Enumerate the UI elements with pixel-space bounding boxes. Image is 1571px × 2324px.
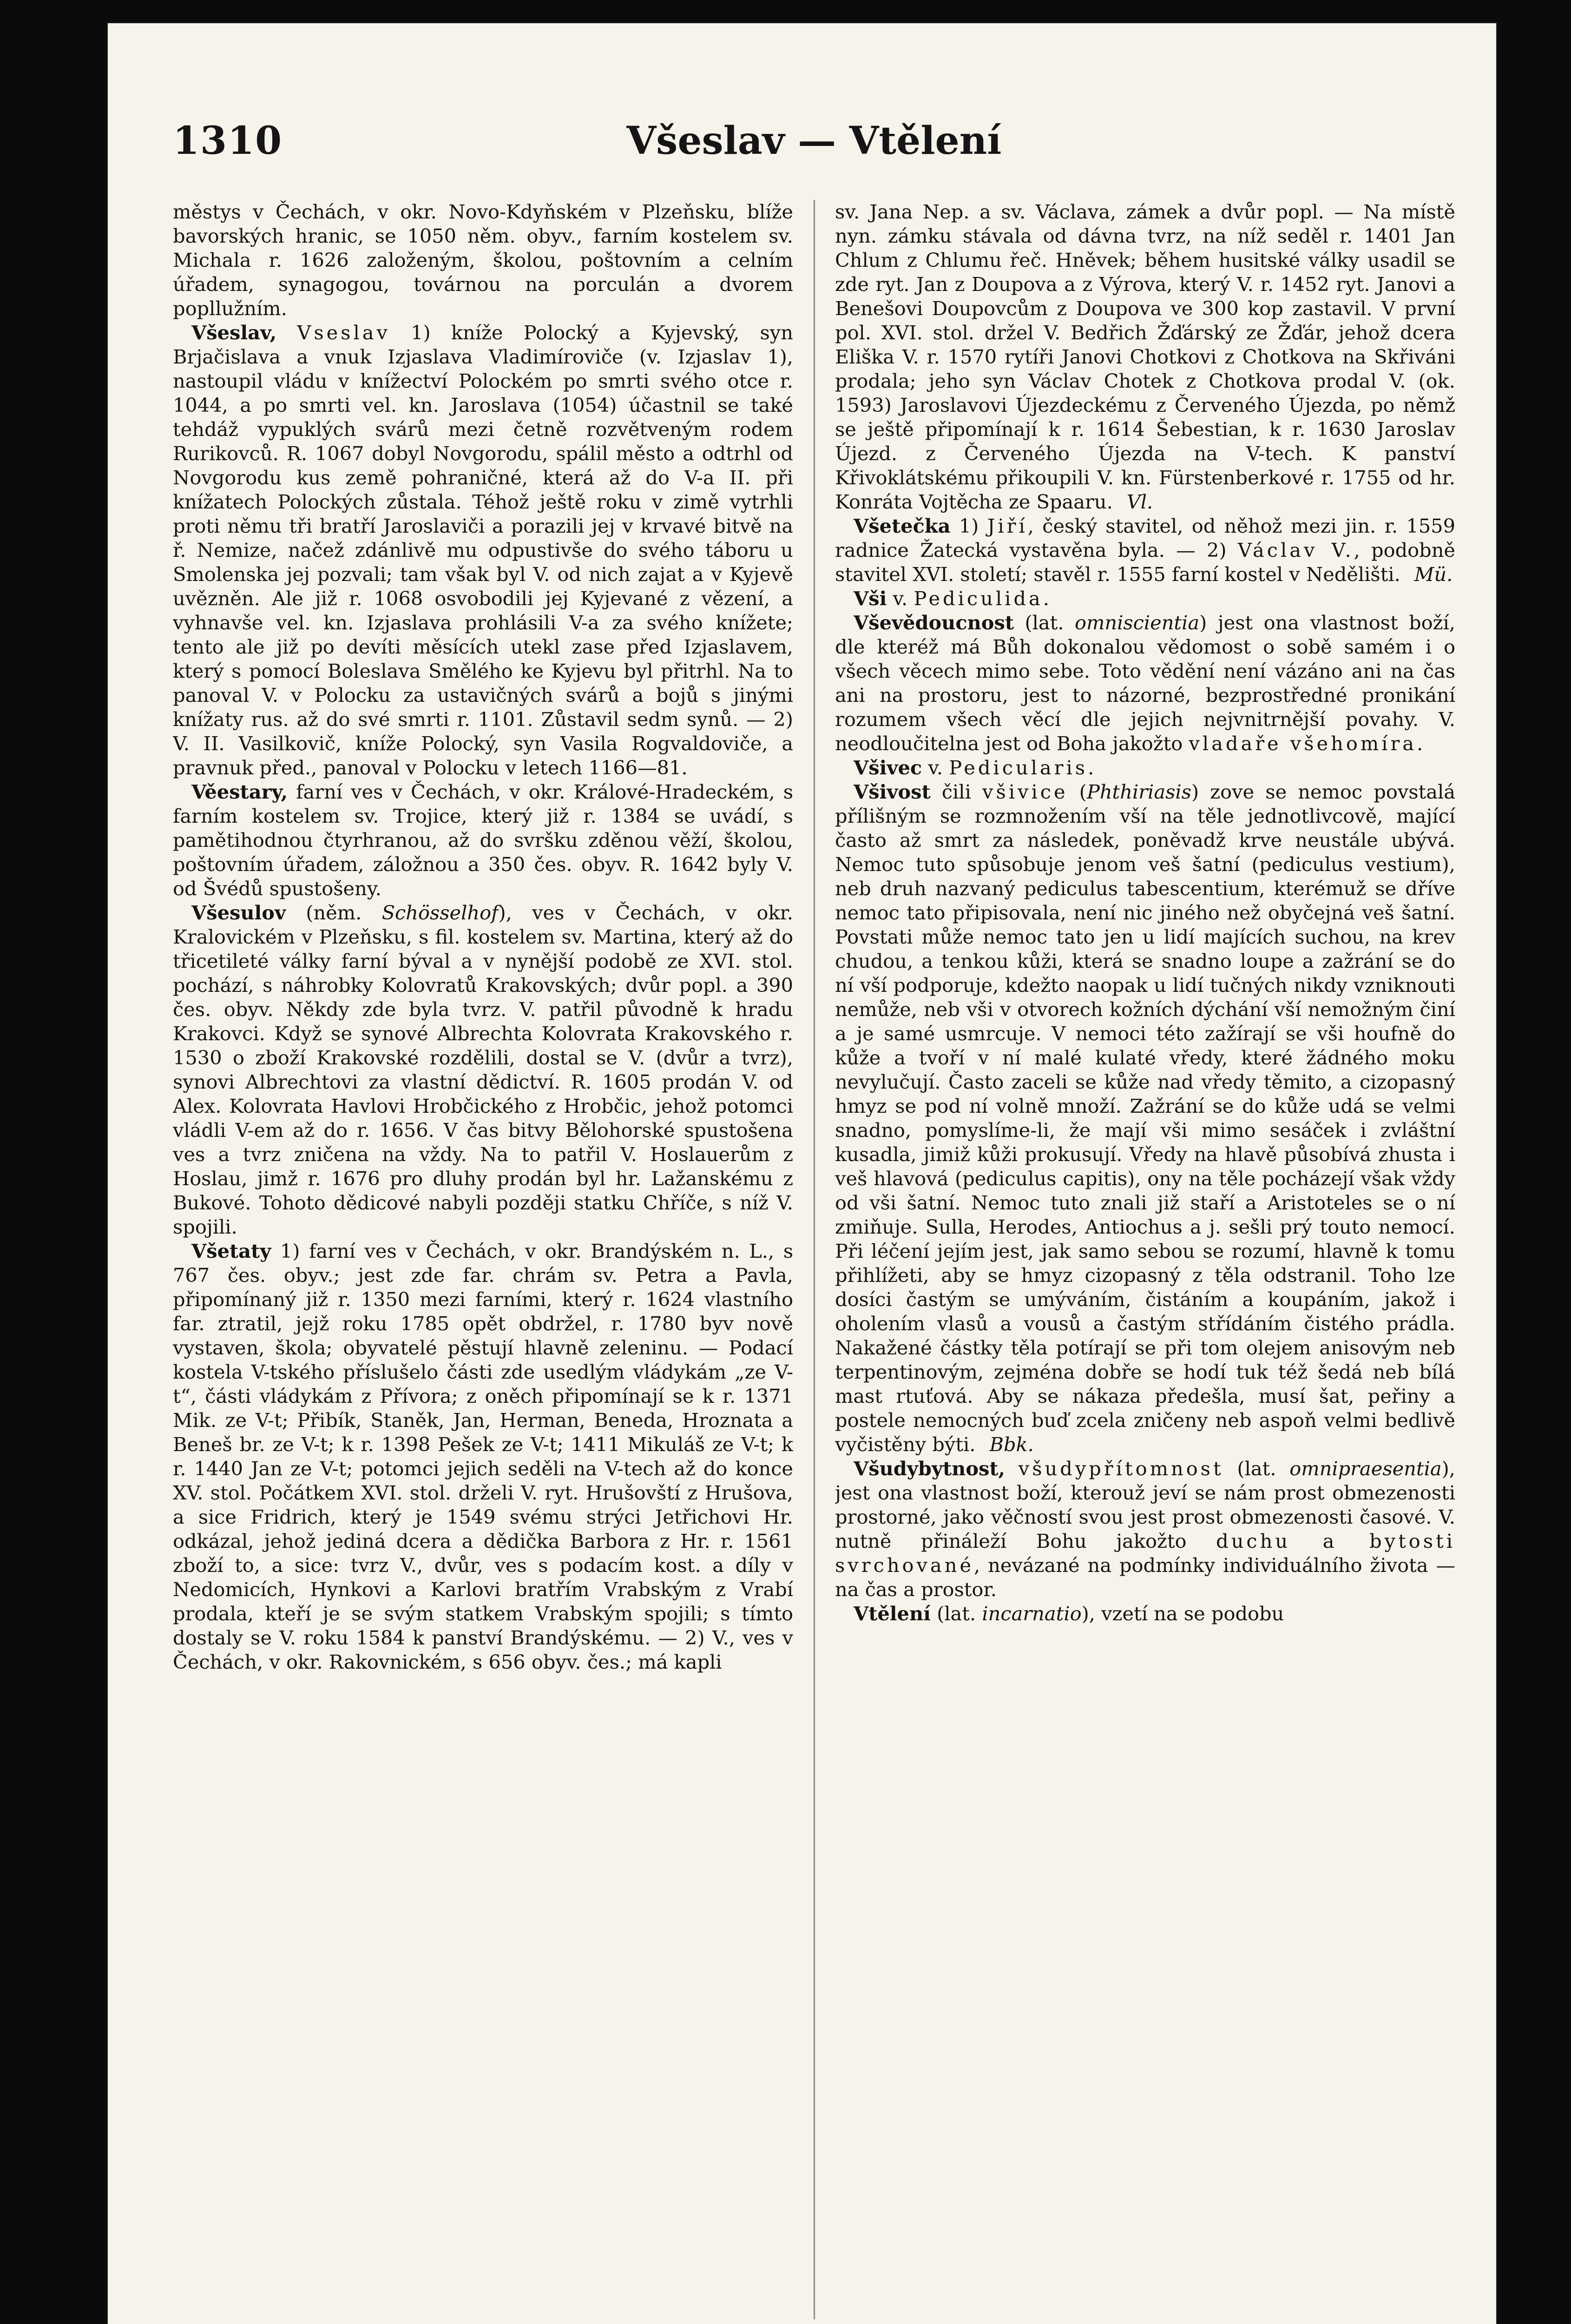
entry-text: . [1088, 756, 1094, 779]
left-column [173, 200, 793, 2319]
entry-vsestary [173, 780, 793, 901]
headword: Vši [854, 587, 887, 610]
entry-vsevedoucnost [835, 611, 1455, 756]
spaced-name: Pediculida [914, 587, 1043, 610]
headword: Všeslav, [191, 321, 277, 344]
entry-text: ), ves v Čechách, v okr. Kralovickém v Plzeňsku, s fil. kostelem sv. Martina, který až do třicetileté války farní býval a v nynější podobě ze XVI. stol. pochází, s náhrobky Kolovratů Krakovských; dvůr popl. a 390 čes. obyv. Někdy zde byla tvrz. V. patřil původně k hradu Krakovci. Když se synové Albrechta Kolovrata Krakovského r. 1530 o zboží Krakovské rozdělili, dostal se V. (dvůr a tvrz), synovi Albrechtovi za vlastní dědictví. R. 1605 prodán V. od Alex. Kolovrata Havlovi Hrobčického z Hrobčic, jehož potomci vládli V-em až do r. 1656. V čas bitvy Bělohorské spustošena ves a tvrz zničena na vždy. Na to patřil V. Hoslauerům z Hoslau, jimž r. 1676 pro dluhy prodán byl hr. Lažanskému z Bukové. Tohoto dědicové nabyli později statku Chříče, s níž V. spojili. [173, 901, 793, 1238]
latin-term: omniscientia [1075, 611, 1200, 634]
headword: Všesulov [191, 901, 286, 924]
entry-text: sv. Jana Nep. a sv. Václava, zámek a dvůr popl. — Na místě nyn. zámku stávala od dávna tvrz, na níž seděl r. 1401 Jan Chlum z Chlumu řeč. Hněvek; během husitské války usadil se zde ryt. Jan z Doupova a z Výrova, který V. r. 1452 ryt. Janovi a Benešovi Doupovcům z Doupova ve 300 kop zastavil. V první pol. XVI. stol. držel V. Bedřich Žďárský ze Žďár, jehož dcera Eliška V. r. 1570 rytíři Janovi Chotkovi z Chotkova na Skřiváni prodala; jeho syn Václav Chotek z Chotkova prodal V. (ok. 1593) Jaroslavovi Újezdeckému z Červeného Újezda, po němž se ještě připomínají k r. 1614 Šebestian, k r. 1630 Jaroslav Újezd. z Červeného Újezda na V-tech. K panství Křivoklátskému přikoupili V. kn. Fürstenberkové r. 1755 od hr. Konráta Vojtěcha ze Spaaru. [835, 200, 1455, 513]
entry-text: farní ves v Čechách, v okr. Králové-Hradeckém, s farním kostelem sv. Trojice, který již r. 1384 se uvádí, s pamětihodnou čtyrhranou, až do svršku zděnou věží, školou, poštovním úřadem, záložnou a 350 čes. obyv. R. 1642 byly V. od Švédů spustošeny. [173, 780, 793, 900]
page [108, 23, 1496, 2324]
entry-text: ), jest ona vlastnost boží, kterouž jeví se nám prost obmezenosti prostorné, jako věčností svou jest prost obmezenosti časové. V. nutně přináleží Bohu jakožto [835, 1457, 1455, 1552]
entry-text: (lat. [930, 1602, 982, 1625]
spaced-name: všivice [982, 780, 1068, 803]
headword: Vtělení [854, 1602, 931, 1625]
entry-text: 1) [950, 515, 987, 537]
column-divider [814, 200, 815, 2319]
entry-vseslav-cont [173, 200, 793, 321]
headword: Všudybytnost, [854, 1457, 1006, 1480]
author-signature: Vl. [1126, 490, 1153, 513]
entry-vsi [835, 587, 1455, 611]
entry-vsetecka [835, 514, 1455, 587]
entry-text: ), vzetí na se podobu [1081, 1602, 1284, 1625]
entry-text: (lat. [1014, 611, 1075, 634]
entry-text: v. [922, 756, 949, 779]
latin-term: incarnatio [982, 1602, 1082, 1625]
headword: Vševědoucnost [854, 611, 1014, 634]
entry-text: (něm. [286, 901, 382, 924]
author-signature: Mü. [1414, 563, 1453, 586]
headword: Všivost [854, 780, 931, 803]
entry-text: (lat. [1223, 1457, 1290, 1480]
latin-term: Schösselhof [381, 901, 499, 924]
entry-text: 1) farní ves v Čechách, v okr. Brandýském n. L., s 767 čes. obyv.; jest zde far. chrám sv. Petra a Pavla, připomínaný již r. 1350 mezi farními, který r. 1624 vlastního far. ztratil, jejž roku 1785 opět obdržel, r. 1780 byv nově vystaven, škola; obyvatelé pěstují hlavně zeleninu. — Podací kostela V-tského příslušelo části zde usedlým vládykám „ze V-t“, části vládykám z Přívora; z oněch připomínají se k r. 1371 Mik. ze V-t; Přibík, Staněk, Jan, Herman, Beneda, Hroznata a Beneš br. ze V-t; k r. 1398 Pešek ze V-t; 1411 Mikuláš ze V-t; k r. 1440 Jan ze V-t; potomci jejich seděli na V-tech až do konce XV. stol. Počátkem XVI. stol. drželi V. ryt. Hrušovští z Hrušova, a sice Fridrich, který je 1549 svému strýci Jetřichovi Hr. odkázal, jehož jediná dcera a dědička Barbora z Hr. r. 1561 zboží to, a sice: tvrz V., dvůr, ves s podacím kost. a díly v Nedomicích, Hynkovi a Karlovi bratřím Vrabským z Vrabí prodala, kteří je se svým statkem Vrabským spojili; s tímto dostaly se V. roku 1584 k panství Brandýskému. — 2) V., ves v Čechách, v okr. Rakovnickém, s 656 obyv. čes.; má kapli [173, 1240, 793, 1673]
headword: Všetaty [191, 1240, 271, 1262]
entry-text: ) zove se nemoc povstalá přílišným se rozmnožením vší na těle jednotlivcově, mající často až smrt za následek, poněvadž krve neustále ubývá. Nemoc tuto spůsobuje jenom veš šatní (pediculus vestium), neb druh nazvaný pediculus tabescentium, kterémuž se dříve nemoc tato připisovala, není nic jiného než obyčejná veš šatní. Povstati může nemoc tato jen u lidí majících suchou, na krev chudou, a tenkou kůži, která se snadno loupe a zažrání se do ní vší podporuje, kdežto naopak u lidí tučných nikdy vzniknouti nemůže, neb vši v otvorech kožních dýchání vší nemožným činí a je samé usmrcuje. V nemoci této zažírají se vši houfně do kůže a tvoří v ní malé kulaté vředy, které žádného moku nevylučují. Často zaceli se kůže nad vředy těmito, a cizopasný hmyz se pod ní volně množí. Zažrání se do kůže udá se velmi snadno, pomyslíme-li, že mají vši mimo sesáček i zvláštní kusadla, jimiž kůži prokusují. Vředy na hlavě působívá zhusta i veš hlavová (pediculus capitis), ony na těle pocházejí však vždy od vši šatní. Nemoc tuto znali již staří a Aristoteles se o ní zmiňuje. Sulla, Herodes, Antiochus a j. sešli prý touto nemocí. Při léčení jejím jest, jak samo sebou se rozumí, hlavně k tomu přihlížeti, aby se hmyz cizopasný z těla odstranil. Toho lze dosíci častým se umýváním, čistáním a koupáním, jakož i oholením vlasů a vousů a častým střídáním čistého prádla. Nakažené částky těla potírají se při tom olejem anisovým neb terpentinovým, zejména dobře se hodí tuk též šedá neb bílá mast rtuťová. Aby se nákaza předešla, musí šat, peřiny a postele nemocných buď zcela zničeny neb aspoň velmi bedlivě vyčistěny býti. [835, 780, 1455, 1456]
headword: Všivec [854, 756, 922, 779]
entry-vsesulov [173, 901, 793, 1239]
entry-vsetaty [173, 1239, 793, 1674]
spaced-name: vladaře všehomíra [1189, 732, 1417, 755]
entry-vsivost [835, 780, 1455, 1457]
latin-term: Phthiriasis [1086, 780, 1191, 803]
text-columns [173, 200, 1455, 2319]
entry-text: ) jest ona vlastnost boží, dle kteréž má Bůh dokonalou vědomost o sobě samém i o všech věcech mimo sebe. Toto vědění není vázáno ani na čas ani na prostoru, jest to názorné, bezprostředné pronikání rozumem všech věcí dle jejich nejvnitrnější povahy. V. neodloučitelna jest od Boha jakožto [835, 611, 1455, 755]
entry-text: , nevázané na podmínky individuálního života — na čas a prostor. [835, 1554, 1455, 1601]
entry-text: v. [887, 587, 914, 610]
entry-text: městys v Čechách, v okr. Novo-Kdyňském v Plzeňsku, blíže bavorských hranic, se 1050 něm. obyv., farním kostelem sv. Michala r. 1626 založeným, školou, poštovním a celním úřadem, synagogou, továrnou na porculán a dvorem popllužním. [173, 200, 793, 320]
entry-vseslav [173, 321, 793, 780]
entry-text: čili [930, 780, 982, 803]
entry-text: 1) kníže Polocký a Kyjevský, syn Brjačislava a vnuk Izjaslava Vladimíroviče (v. Izjaslav 1), nastoupil vládu v knížectví Polockém po smrti svého otce r. 1044, a po smrti vel. kn. Jaroslava (1054) účastnil se také tehdáž vypuklých svárů mezi četně rozvětveným rodem Rurikovců. R. 1067 dobyl Novgorodu, spálil město a odtrhl od Novgorodu kus země pohraničné, která až do V-a II. při knížatech Polockých zůstala. Téhož ještě roku v zimě vytrhli proti němu tři bratří Jaroslaviči a porazili jej v krvavé bitvě na ř. Nemize, načež zdánlivě mu odpustivše do svého táboru u Smolenska jej pozvali; tam však byl V. od nich zajat a v Kyjevě uvězněn. Ale již r. 1068 osvobodili jej Kyjevané z vězení, a vyhnavše vel. kn. Izjaslava prohlásili V-a za svého knížete; tento ale již po devíti měsících utekl zase před Izjaslavem, který s pomocí Boleslava Smělého ke Kyjevu byl přitrhl. Na to panoval V. v Polocku za ustavičných svárů a bojů s jinými knížaty rus. až do své smrti r. 1101. Zůstavil sedm synů. — 2) V. II. Vasilkovič, kníže Polocký, syn Vasila Rogvaldoviče, a pravnuk před., panoval v Polocku v letech 1166—81. [173, 321, 793, 779]
spaced-name: Jiří [987, 515, 1028, 537]
latin-term: omnipraesentia [1289, 1457, 1442, 1480]
entry-vsivec [835, 756, 1455, 780]
spaced-name: duchu a bytosti svrchované [835, 1530, 1455, 1577]
spaced-name: Pedicularis [949, 756, 1088, 779]
headword: Všetečka [854, 515, 951, 537]
spaced-name: všudypřítomnost [1018, 1457, 1224, 1480]
entry-text [1005, 1457, 1019, 1480]
entry-text: , podobně stavitel XVI. století; stavěl r. 1555 farní kostel v Nedělišti. [835, 539, 1455, 586]
page-number: 1310 [173, 119, 283, 163]
entry-text: , český stavitel, od něhož mezi jin. r. 1559 radnice Žatecká vystavěna byla. — 2) [835, 515, 1455, 561]
entry-text: ( [1068, 780, 1087, 803]
entry-vteleni [835, 1602, 1455, 1626]
page-header [173, 119, 1455, 179]
author-signature: Bbk. [989, 1433, 1034, 1456]
headword: Věestary, [191, 780, 288, 803]
spaced-name: Václav V. [1237, 539, 1354, 561]
running-head: Všeslav — Vtělení [626, 119, 1002, 163]
spaced-name: Vseslav [297, 321, 390, 344]
entry-text: . [1043, 587, 1049, 610]
entry-vsudybytnost [835, 1457, 1455, 1602]
entry-vsetaty-cont [835, 200, 1455, 514]
entry-text: . [1417, 732, 1423, 755]
right-column [835, 200, 1455, 2319]
